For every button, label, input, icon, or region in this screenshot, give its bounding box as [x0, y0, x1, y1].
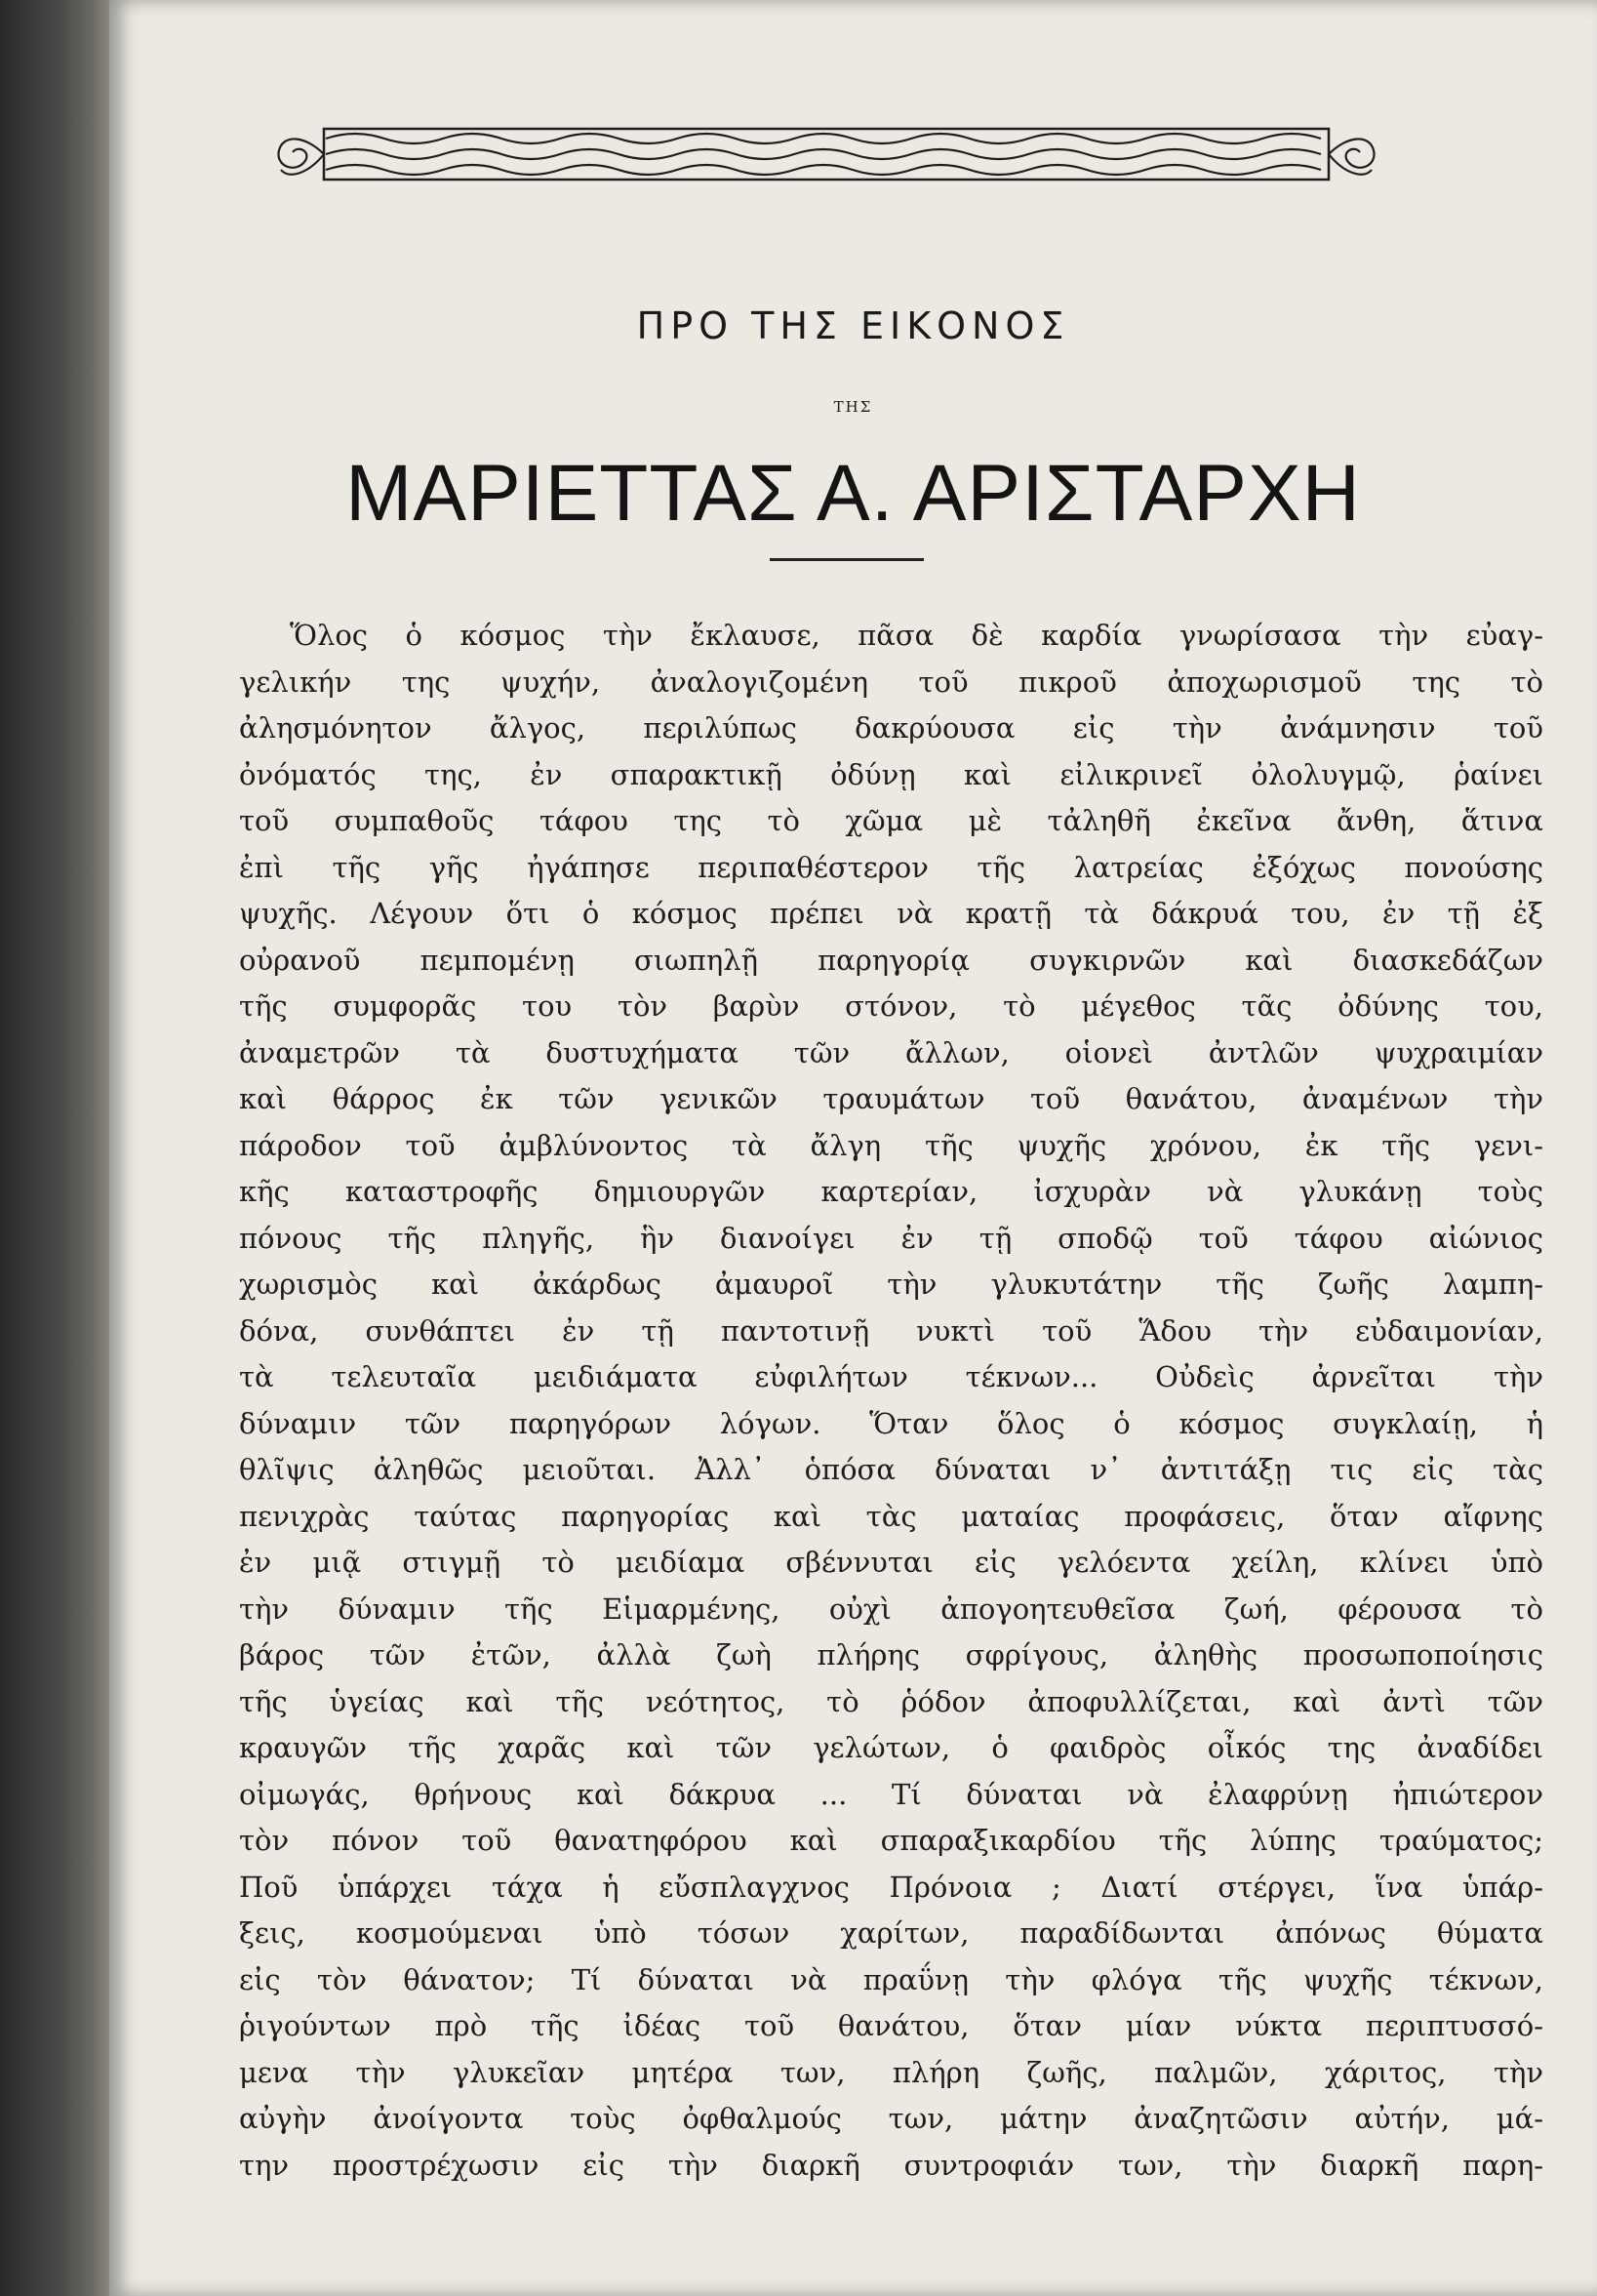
- text-line: την προστρέχωσιν εἰς τὴν διαρκῆ συντροφιάν των, τὴν διαρκῆ παρη-: [239, 2148, 1543, 2182]
- text-line: ἀναμετρῶν τὰ δυστυχήματα τῶν ἄλλων, οἱονεὶ ἀντλῶν ψυχραιμίαν: [239, 1035, 1543, 1069]
- text-line: δόνα, συνθάπτει ἐν τῇ παντοτινῇ νυκτὶ τοῦ Ἅδου τὴν εὐδαιμονίαν,: [239, 1313, 1543, 1348]
- heading-divider: [770, 558, 924, 561]
- text-line: βάρος τῶν ἐτῶν, ἀλλὰ ζωὴ πλήρης σφρίγους, ἀληθὴς προσωποποίησις: [239, 1638, 1543, 1672]
- heading-line-3: ΜΑΡΙΕΤΤΑΣ Α. ΑΡΙΣΤΑΡΧΗ: [345, 449, 1361, 538]
- text-line: τὸν πόνον τοῦ θανατηφόρου καὶ σπαραξικαρδίου τῆς λύπης τραύματος;: [239, 1824, 1543, 1857]
- text-line: Ποῦ ὑπάρχει τάχα ἡ εὔσπλαγχνος Πρόνοια ; Διατί στέργει, ἵνα ὑπάρ-: [239, 1870, 1543, 1904]
- text-line: οὐρανοῦ πεμπομένῃ σιωπηλῇ παρηγορίᾳ συγκιρνῶν καὶ διασκεδάζων: [239, 943, 1543, 977]
- body-text: [239, 613, 1543, 2189]
- book-page: [109, 0, 1597, 2296]
- text-line: γελικήν της ψυχήν, ἀναλογιζομένη τοῦ πικροῦ ἀποχωρισμοῦ της τὸ: [239, 665, 1543, 699]
- text-line: οἰμωγάς, θρήνους καὶ δάκρυα ... Τί δύναται νὰ ἐλαφρύνῃ ἠπιώτερον: [239, 1777, 1543, 1811]
- text-line: τὴν δύναμιν τῆς Εἱμαρμένης, οὐχὶ ἀπογοητευθεῖσα ζωή, φέρουσα τὸ: [239, 1591, 1543, 1626]
- text-line: τῆς ὑγείας καὶ τῆς νεότητος, τὸ ῥόδον ἀποφυλλίζεται, καὶ ἀντὶ τῶν: [239, 1684, 1543, 1718]
- text-line: δύναμιν τῶν παρηγόρων λόγων. Ὅταν ὅλος ὁ κόσμος συγκλαίῃ, ἡ: [239, 1406, 1543, 1440]
- text-line: καὶ θάρρος ἐκ τῶν γενικῶν τραυμάτων τοῦ θανάτου, ἀναμένων τὴν: [239, 1082, 1543, 1115]
- text-line: εἰς τὸν θάνατον; Τί δύναται νὰ πραΰνῃ τὴν φλόγα τῆς ψυχῆς τέκνων,: [239, 1962, 1543, 1996]
- text-line: ξεις, κοσμούμεναι ὑπὸ τόσων χαρίτων, παραδίδωνται ἀπόνως θύματα: [239, 1916, 1543, 1950]
- heading-line-1: ΠΡΟ ΤΗΣ ΕΙΚΟΝΟΣ: [636, 304, 1070, 347]
- text-line: ἀλησμόνητον ἄλγος, περιλύπως δακρύουσα εἰς τὴν ἀνάμνησιν τοῦ: [239, 711, 1543, 745]
- ornamental-header-band: [265, 115, 1387, 193]
- text-line: μενα τὴν γλυκεῖαν μητέρα των, πλήρη ζωῆς, παλμῶν, χάριτος, τὴν: [239, 2055, 1543, 2089]
- text-line: αὐγὴν ἀνοίγοντα τοὺς ὀφθαλμούς των, μάτην ἀναζητῶσιν αὐτήν, μά-: [239, 2102, 1543, 2135]
- text-line: τῆς συμφορᾶς του τὸν βαρὺν στόνον, τὸ μέγεθος τᾶς ὀδύνης του,: [239, 989, 1543, 1023]
- text-line: ὀνόματός της, ἐν σπαρακτικῇ ὀδύνῃ καὶ εἰλικρινεῖ ὀλολυγμῷ, ῥαίνει: [239, 757, 1543, 791]
- book-gutter: [0, 0, 109, 2296]
- text-line: Ὅλος ὁ κόσμος τὴν ἔκλαυσε, πᾶσα δὲ καρδία γνωρίσασα τὴν εὐαγ-: [290, 619, 1543, 652]
- heading-line-2: ΤΗΣ: [833, 398, 873, 416]
- text-line: τὰ τελευταῖα μειδιάματα εὐφιλήτων τέκνων... Οὐδεὶς ἀρνεῖται τὴν: [239, 1360, 1543, 1393]
- text-line: ἐπὶ τῆς γῆς ἠγάπησε περιπαθέστερον τῆς λατρείας ἐξόχως πονούσης: [239, 850, 1543, 884]
- text-line: θλῖψις ἀληθῶς μειοῦται. Ἀλλ᾽ ὁπόσα δύναται ν᾽ ἀντιτάξῃ τις εἰς τὰς: [239, 1453, 1543, 1486]
- text-line: ῥιγούντων πρὸ τῆς ἰδέας τοῦ θανάτου, ὅταν μίαν νύκτα περιπτυσσό-: [239, 2009, 1543, 2042]
- text-line: πάροδον τοῦ ἀμβλύνοντος τὰ ἄλγη τῆς ψυχῆς χρόνου, ἐκ τῆς γενι-: [239, 1128, 1543, 1162]
- text-line: χωρισμὸς καὶ ἀκάρδως ἀμαυροῖ τὴν γλυκυτάτην τῆς ζωῆς λαμπη-: [239, 1268, 1543, 1301]
- text-line: κῆς καταστροφῆς δημιουργῶν καρτερίαν, ἰσχυρὰν νὰ γλυκάνῃ τοὺς: [239, 1175, 1543, 1208]
- text-line: ψυχῆς. Λέγουν ὅτι ὁ κόσμος πρέπει νὰ κρατῇ τὰ δάκρυά του, ἐν τῇ ἐξ: [239, 897, 1543, 930]
- text-line: ἐν μιᾷ στιγμῇ τὸ μειδίαμα σβέννυται εἰς γελόεντα χείλη, κλίνει ὑπὸ: [239, 1546, 1543, 1579]
- text-line: πενιχρὰς ταύτας παρηγορίας καὶ τὰς ματαίας προφάσεις, ὅταν αἴφνης: [239, 1499, 1543, 1533]
- text-line: κραυγῶν τῆς χαρᾶς καὶ τῶν γελώτων, ὁ φαιδρὸς οἶκός της ἀναδίδει: [239, 1731, 1543, 1764]
- text-line: τοῦ συμπαθοῦς τάφου της τὸ χῶμα μὲ τἀληθῆ ἐκεῖνα ἄνθη, ἅτινα: [239, 804, 1543, 837]
- text-line: πόνους τῆς πληγῆς, ἣν διανοίγει ἐν τῇ σποδῷ τοῦ τάφου αἰώνιος: [239, 1221, 1543, 1255]
